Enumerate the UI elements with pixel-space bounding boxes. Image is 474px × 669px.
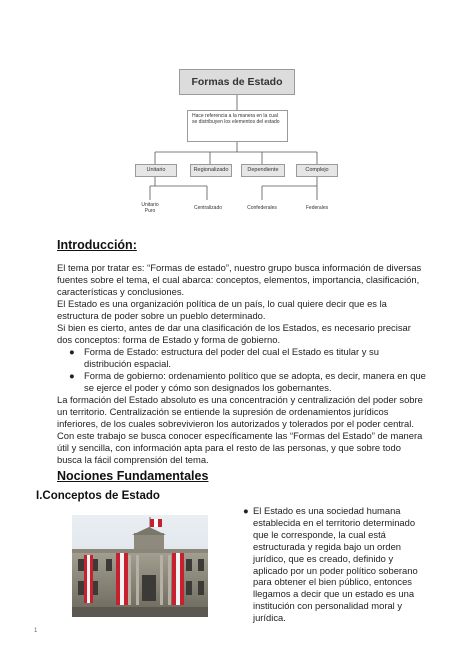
intro-paragraph-2: El Estado es una organización política de un país, lo cual quiere decir que es la estructura de poder sobre un pueblo determinado. xyxy=(57,298,387,321)
leaf-unitario-puro: Unitario Puro xyxy=(141,202,159,214)
intro-heading: Introducción: xyxy=(57,238,137,252)
category-complejo: Complejo xyxy=(296,164,338,177)
diagram-title: Formas de Estado xyxy=(179,69,295,95)
conceptos-subheading: I.Conceptos de Estado xyxy=(36,490,160,502)
category-unitario: Unitario xyxy=(135,164,177,177)
bullet-icon: ● xyxy=(69,370,75,381)
intro-paragraph-5: Con este trabajo se busca conocer específicamente las “Formas del Estado” de manera útil y sencilla, con información apta para el resto de las personas, y que sobre todo busca la fácil comprensión del tema. xyxy=(57,430,423,465)
bullet-icon: ● xyxy=(243,505,249,516)
concepto-estado-text: El Estado es una sociedad humana establecida en el territorio determinado que le corresponde, la cual está estructurada y regida bajo un orden jurídico, que es creado, definido y aplicado por un poder político soberano para obtener el bien público, entonces llegamos a decir que un estado es una institución con personalidad moral y jurídica. xyxy=(253,505,418,624)
bullet-text-forma-de-estado: Forma de Estado: estructura del poder del cual el Estado es titular y su distribución espacial. xyxy=(84,346,379,369)
intro-paragraph-3: Si bien es cierto, antes de dar una clasificación de los Estados, es necesario precisar dos conceptos: forma de Estado y forma de gobierno. xyxy=(57,322,411,345)
formas-de-estado-diagram xyxy=(0,0,474,225)
category-regionalizado: Regionalizado xyxy=(190,164,232,177)
diagram-description: Hace referencia a la manera en la cual se distribuyen los elementos del estado xyxy=(187,110,288,142)
list-item xyxy=(57,346,427,370)
intro-paragraph-1: El tema por tratar es: “Formas de estado”, nuestro grupo busca información de diversas fuentes sobre el tema, el cual abarca: conceptos, elementos, importancia, clasificación, características y conclusiones. xyxy=(57,262,422,297)
leaf-confederales: Confederales xyxy=(247,205,277,211)
page-number: 1 xyxy=(34,628,38,634)
leaf-federales: Federales xyxy=(305,205,329,211)
category-dependiente: Dependiente xyxy=(241,164,285,177)
nociones-heading: Nociones Fundamentales xyxy=(57,469,209,483)
bullet-text-forma-de-gobierno: Forma de gobierno: ordenamiento político que se adopta, es decir, manera en que se ejerce el poder y cómo son designados los gobernantes. xyxy=(84,370,426,393)
bullet-icon: ● xyxy=(69,346,75,357)
leaf-centralizado: Centralizado xyxy=(193,205,223,211)
government-palace-photo xyxy=(72,515,208,617)
intro-paragraph-4: La formación del Estado absoluto es una concentración y centralización del poder sobre un territorio. Centralización se entiende la supresión de ordenamientos jurídicos inferiores, de los cuales sobrevivieron los autorizados y tolerados por el poder central. xyxy=(57,394,423,429)
list-item xyxy=(57,370,427,394)
